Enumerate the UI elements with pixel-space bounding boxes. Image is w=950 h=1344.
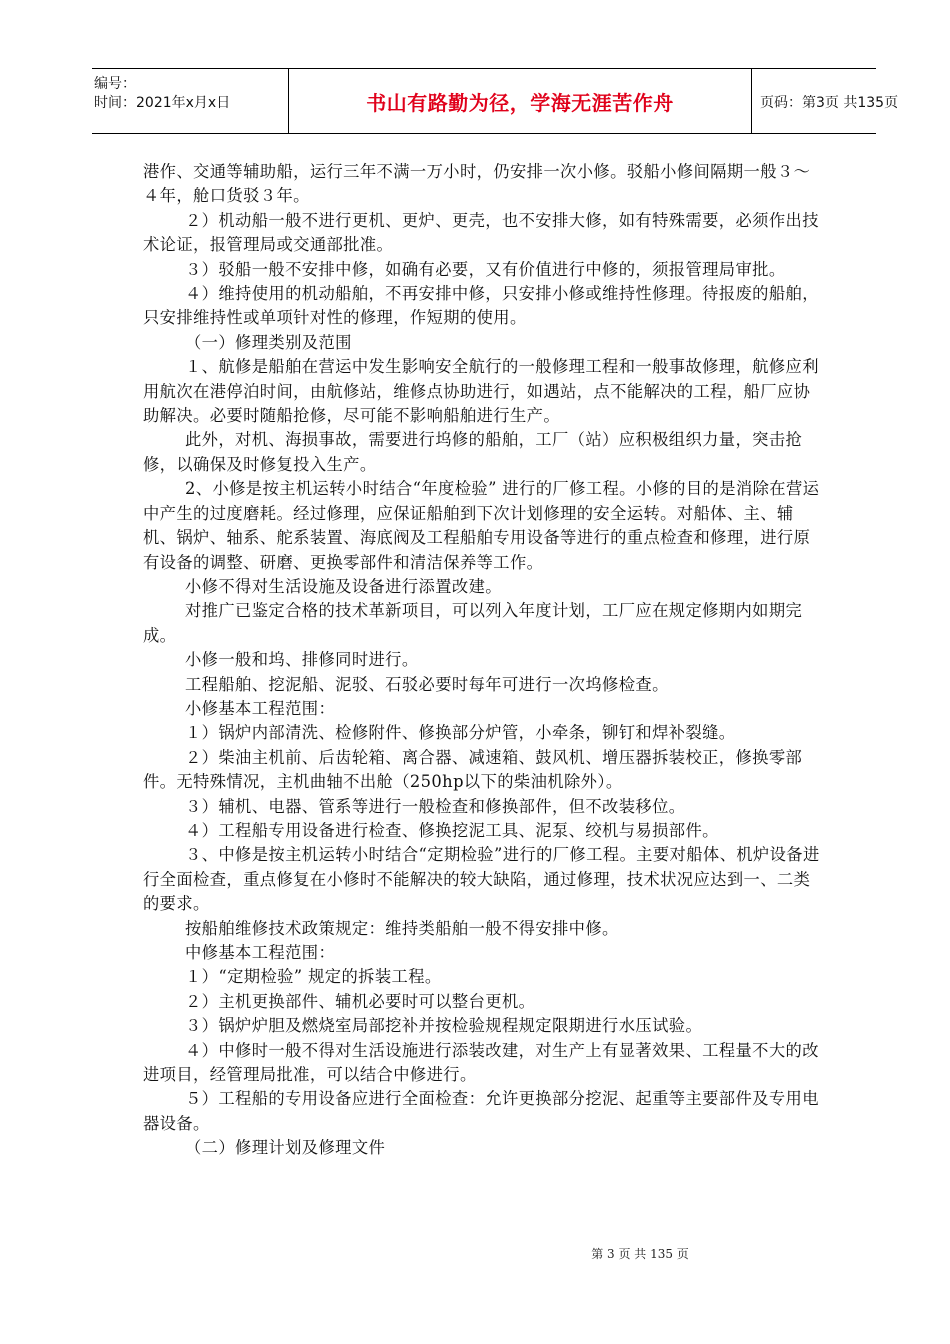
paragraph: ４）维持使用的机动船舶，不再安排中修，只安排小修或维持性修理。待报废的船舶，只安排维持性或单项针对性的修理，作短期的使用。 <box>143 284 819 328</box>
paragraph: 小修不得对生活设施及设备进行添置改建。 <box>185 576 502 596</box>
paragraph: 此外，对机、海损事故，需要进行坞修的船舶，工厂（站）应积极组织力量，突击抢修，以确保及时修复投入生产。 <box>143 430 803 474</box>
paragraph: ３）锅炉炉胆及燃烧室局部挖补并按检验规程规定限期进行水压试验。 <box>185 1016 703 1036</box>
paragraph: ３、中修是按主机运转小时结合“定期检验”进行的厂修工程。主要对船体、机炉设备进行全面检查，重点修复在小修时不能解决的较大缺陷，通过修理，技术状况应达到一、二类的要求。 <box>143 845 820 914</box>
paragraph: 工程船舶、挖泥船、泥驳、石驳必要时每年可进行一次坞修检查。 <box>185 674 669 694</box>
document-body <box>143 160 823 1161</box>
paragraph: １）锅炉内部清洗、检修附件、修换部分炉管，小牵条，铆钉和焊补裂缝。 <box>185 723 736 743</box>
paragraph: 中修基本工程范围： <box>185 943 336 962</box>
paragraph: （二）修理计划及修理文件 <box>185 1138 386 1158</box>
paragraph: ２）柴油主机前、后齿轮箱、离合器、减速箱、鼓风机、增压器拆装校正，修换零部件。无特殊情况，主机曲轴不出舱（250hp以下的柴油机除外）。 <box>143 747 803 792</box>
paragraph: ３）辅机、电器、管系等进行一般检查和修换部件，但不改装移位。 <box>185 796 686 816</box>
paragraph: （一）修理类别及范围 <box>185 332 352 352</box>
header-info <box>92 69 288 134</box>
page-footer: 第 3 页 共 135 页 <box>591 1247 689 1261</box>
paragraph: ４）中修时一般不得对生活设施进行添装改建，对生产上有显著效果、工程量不大的改进项目，经管理局批准，可以结合中修进行。 <box>143 1040 819 1085</box>
paragraph: 小修基本工程范围： <box>185 698 336 718</box>
paragraph: ５）工程船的专用设备应进行全面检查：允许更换部分挖泥、起重等主要部件及专用电器设备。 <box>143 1089 819 1133</box>
page-header <box>92 68 899 134</box>
header-motto: 书山有路勤为径，学海无涯苦作舟 <box>288 69 752 134</box>
paragraph: 港作、交通等辅助船，运行三年不满一万小时，仍安排一次小修。驳船小修间隔期一般３～４年，舱口货驳３年。 <box>143 162 811 206</box>
paragraph: ４）工程船专用设备进行检查、修换挖泥工具、泥泵、绞机与易损部件。 <box>185 820 719 840</box>
paragraph: 对推广已鉴定合格的技术革新项目，可以列入年度计划，工厂应在规定修期内如期完成。 <box>143 601 803 645</box>
paragraph: ２）主机更换部件、辅机必要时可以整台更机。 <box>185 991 536 1011</box>
paragraph: 小修一般和坞、排修同时进行。 <box>185 650 419 670</box>
paragraph: ２）机动船一般不进行更机、更炉、更壳，也不安排大修，如有特殊需要，必须作出技术论证，报管理局或交通部批准。 <box>143 210 819 255</box>
document-code: 编号： <box>94 76 136 92</box>
paragraph: 2、小修是按主机运转小时结合“年度检验” 进行的厂修工程。小修的目的是消除在营运中产生的过度磨耗。经过修理，应保证船舶到下次计划修理的安全运转。对船体、主、辅机、锅炉、轴系、舵系装置、海底阀及工程船舶专用设备等进行的重点检查和修理，进行原有设备的调整、研磨、更换零部件和清洁保养等工作。 <box>143 479 820 572</box>
paragraph: １、航修是船舶在营运中发生影响安全航行的一般修理工程和一般事故修理，航修应利用航次在港停泊时间，由航修站，维修点协助进行，如遇站，点不能解决的工程，船厂应协助解决。必要时随船抢修，尽可能不影响船舶进行生产。 <box>143 357 819 426</box>
paragraph: 按船舶维修技术政策规定：维持类船舶一般不得安排中修。 <box>185 918 619 938</box>
header-page-number: 页码：第3页 共135页 <box>760 94 899 111</box>
paragraph: １）“定期检验” 规定的拆装工程。 <box>185 967 442 987</box>
paragraph: ３）驳船一般不安排中修，如确有必要，又有价值进行中修的，须报管理局审批。 <box>185 259 786 279</box>
document-time: 时间：2021年x月x日 <box>94 95 231 111</box>
